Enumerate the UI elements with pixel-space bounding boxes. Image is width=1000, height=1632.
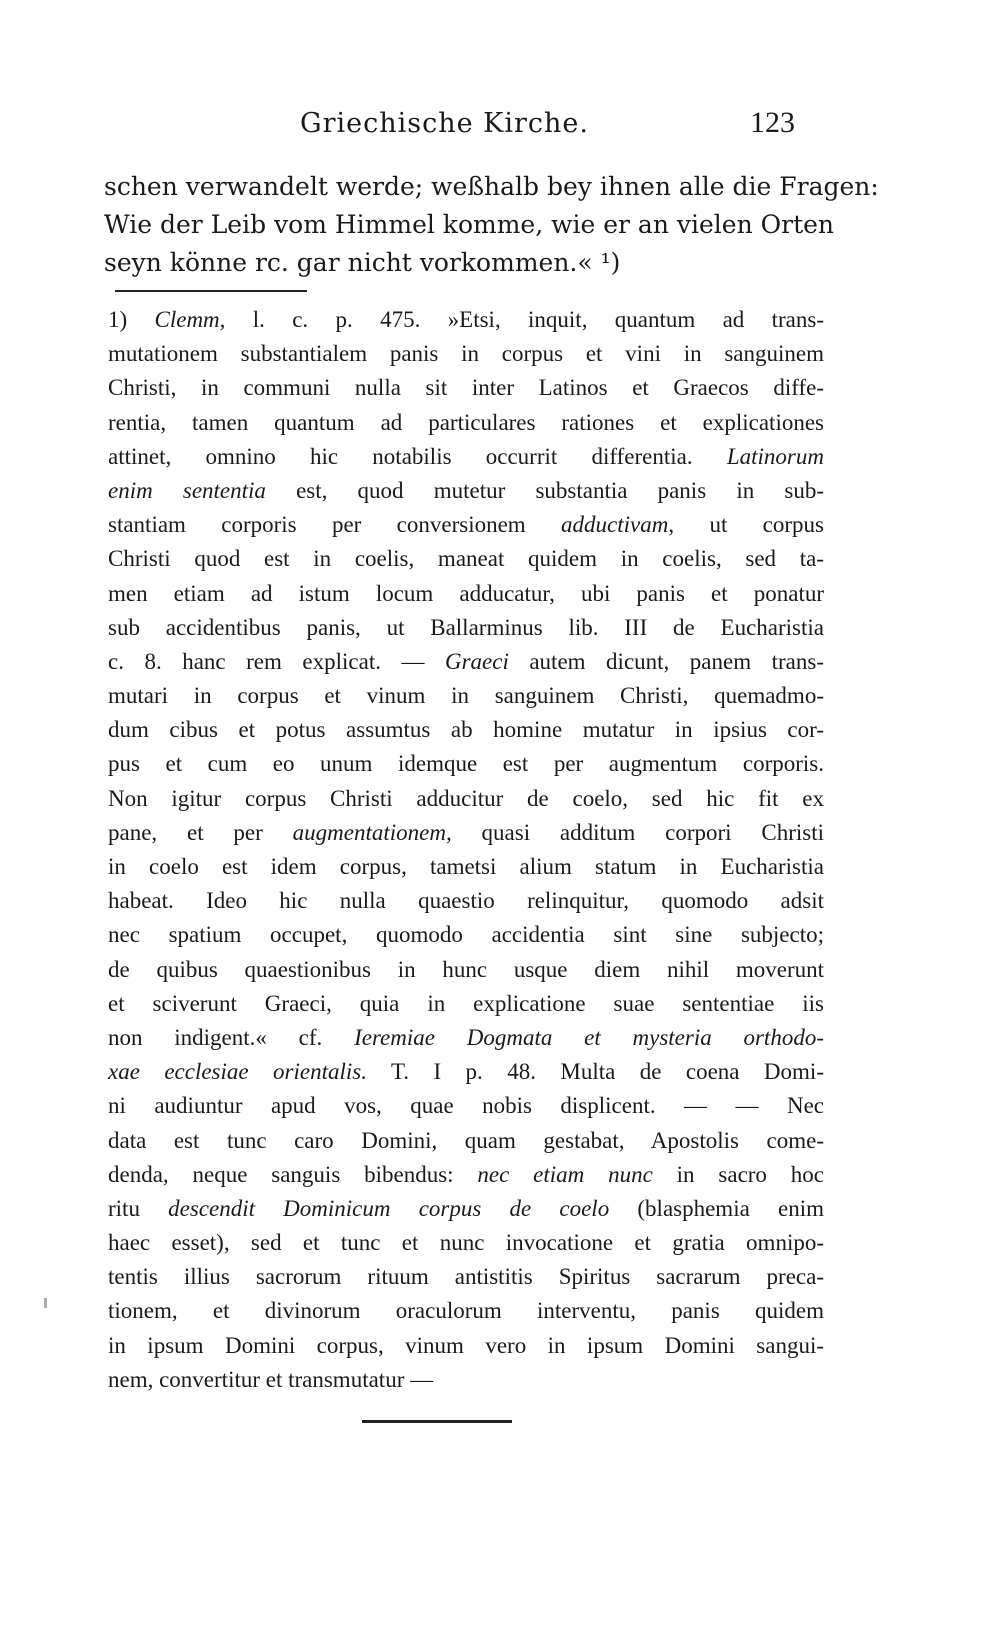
text-segment: , ut corpus bbox=[668, 512, 824, 538]
text-segment: T. I p. 48. Multa de coena Domi- bbox=[366, 1059, 824, 1085]
text-segment: non indigent.« cf. bbox=[108, 1024, 355, 1050]
footnote-line bbox=[108, 508, 824, 542]
footnote-separator bbox=[115, 290, 307, 292]
text-segment: mutari in corpus et vinum in sanguinem Christi, quemadmo- bbox=[108, 683, 824, 709]
text-segment: attinet, omnino hic notabilis occurrit differentia. bbox=[108, 443, 727, 469]
text-segment: sub accidentibus panis, ut Ballarminus lib. III de Eucharistia bbox=[108, 614, 824, 640]
footnote-line bbox=[108, 850, 824, 884]
footnote-line bbox=[108, 1192, 824, 1226]
italic-text: descendit Dominicum corpus de coelo bbox=[168, 1195, 610, 1221]
text-segment: in coelo est idem corpus, tametsi alium statum in Eucharistia bbox=[108, 854, 824, 879]
text-segment: nec spatium occupet, quomodo accidentia sint sine subjecto; bbox=[108, 922, 824, 948]
footnote bbox=[108, 303, 824, 1397]
text-segment: rentia, tamen quantum ad particulares rationes et explicationes bbox=[108, 409, 824, 435]
text-line: schen verwandelt werde; weßhalb bey ihnen alle die Fragen: bbox=[104, 172, 879, 201]
text-segment: tionem, et divinorum oraculorum interventu, panis quidem bbox=[108, 1298, 824, 1324]
text-segment: Christi quod est in coelis, maneat quidem in coelis, sed ta- bbox=[108, 546, 824, 572]
main-text bbox=[104, 168, 879, 282]
footnote-line bbox=[108, 679, 824, 713]
italic-text: Latinorum bbox=[726, 443, 824, 469]
italic-text: nec etiam nunc bbox=[477, 1161, 653, 1187]
page-number: 123 bbox=[750, 106, 795, 139]
footnote-line bbox=[108, 953, 824, 987]
italic-text: adductivam bbox=[561, 512, 669, 538]
text-segment: 1) bbox=[108, 307, 155, 332]
footnote-line bbox=[108, 474, 824, 508]
italic-text: Clemm, bbox=[154, 307, 226, 332]
footnote-line bbox=[108, 1089, 824, 1123]
text-segment: nem, convertitur et transmutatur — bbox=[108, 1366, 434, 1392]
footnote-line bbox=[108, 337, 824, 371]
footnote-line bbox=[108, 713, 824, 747]
text-segment: est, quod mutetur substantia panis in sub- bbox=[265, 477, 824, 503]
text-segment: c. 8. hanc rem explicat. — bbox=[108, 648, 445, 674]
text-segment: stantiam corporis per conversionem bbox=[108, 512, 562, 538]
text-segment: Non igitur corpus Christi adducitur de coelo, sed hic fit ex bbox=[108, 785, 824, 811]
text-segment: pus et cum eo unum idemque est per augmentum corporis. bbox=[108, 751, 824, 777]
text-segment: de quibus quaestionibus in hunc usque diem nihil moverunt bbox=[108, 956, 824, 982]
footnote-line bbox=[108, 1021, 824, 1055]
footnote-line bbox=[108, 440, 824, 474]
italic-text: xae ecclesiae orientalis. bbox=[108, 1059, 367, 1085]
text-segment: ni audiuntur apud vos, quae nobis displicent. — — Nec bbox=[108, 1093, 824, 1119]
text-segment: quasi additum corpori Christi bbox=[451, 819, 824, 845]
end-rule bbox=[362, 1420, 512, 1423]
text-segment: autem dicunt, panem trans- bbox=[508, 648, 824, 674]
italic-text: Ieremiae Dogmata et mysteria orthodo- bbox=[354, 1024, 824, 1050]
text-segment: et sciverunt Graeci, quia in explicatione suae sententiae iis bbox=[108, 990, 824, 1016]
italic-text: augmentationem, bbox=[292, 819, 452, 845]
footnote-line bbox=[108, 406, 824, 440]
footnote-line bbox=[108, 1158, 824, 1192]
text-segment: ritu bbox=[108, 1195, 169, 1221]
footnote-line bbox=[108, 747, 824, 781]
footnote-line bbox=[108, 1294, 824, 1328]
italic-text: enim sententia bbox=[108, 477, 266, 503]
footnote-line bbox=[108, 816, 824, 850]
text-segment: (blasphemia enim bbox=[609, 1195, 824, 1221]
text-segment: in ipsum Domini corpus, vinum vero in ipsum Domini sangui- bbox=[108, 1332, 824, 1358]
text-segment: dum cibus et potus assumtus ab homine mutatur in ipsius cor- bbox=[108, 717, 824, 743]
paper-speck bbox=[44, 1298, 47, 1308]
text-line: Wie der Leib vom Himmel komme, wie er an vielen Orten bbox=[104, 210, 835, 239]
footnote-line bbox=[108, 782, 824, 816]
footnote-line bbox=[108, 1055, 824, 1089]
running-header: Griechische Kirche. bbox=[300, 108, 589, 139]
footnote-line bbox=[108, 371, 824, 405]
footnote-line bbox=[108, 918, 824, 952]
text-segment: in sacro hoc bbox=[652, 1161, 824, 1187]
footnote-line bbox=[108, 303, 824, 337]
footnote-line bbox=[108, 611, 824, 645]
text-line: seyn könne rc. gar nicht vorkommen.« ¹) bbox=[104, 248, 621, 277]
footnote-line bbox=[108, 1260, 824, 1294]
text-segment: haec esset), sed et tunc et nunc invocatione et gratia omnipo- bbox=[108, 1230, 824, 1256]
footnote-line bbox=[108, 1226, 824, 1260]
footnote-line bbox=[108, 645, 824, 679]
text-segment: men etiam ad istum locum adducatur, ubi panis et ponatur bbox=[108, 580, 824, 606]
footnote-line bbox=[108, 987, 824, 1021]
footnote-line bbox=[108, 1329, 824, 1363]
text-segment: mutationem substantialem panis in corpus et vini in sanguinem bbox=[108, 341, 824, 367]
text-segment: Christi, in communi nulla sit inter Latinos et Graecos diffe- bbox=[108, 375, 824, 401]
footnote-line bbox=[108, 1124, 824, 1158]
footnote-line bbox=[108, 1363, 824, 1397]
text-segment: pane, et per bbox=[108, 819, 293, 845]
text-segment: habeat. Ideo hic nulla quaestio relinquitur, quomodo adsit bbox=[108, 888, 824, 914]
text-segment: tentis illius sacrorum rituum antistitis Spiritus sacrarum preca- bbox=[108, 1264, 824, 1290]
footnote-line bbox=[108, 542, 824, 576]
italic-text: Graeci bbox=[444, 648, 509, 674]
text-segment: data est tunc caro Domini, quam gestabat, Apostolis come- bbox=[108, 1127, 824, 1153]
footnote-line bbox=[108, 577, 824, 611]
footnote-line bbox=[108, 884, 824, 918]
text-segment: denda, neque sanguis bibendus: bbox=[108, 1161, 478, 1187]
text-segment: l. c. p. 475. »Etsi, inquit, quantum ad trans- bbox=[225, 307, 824, 332]
